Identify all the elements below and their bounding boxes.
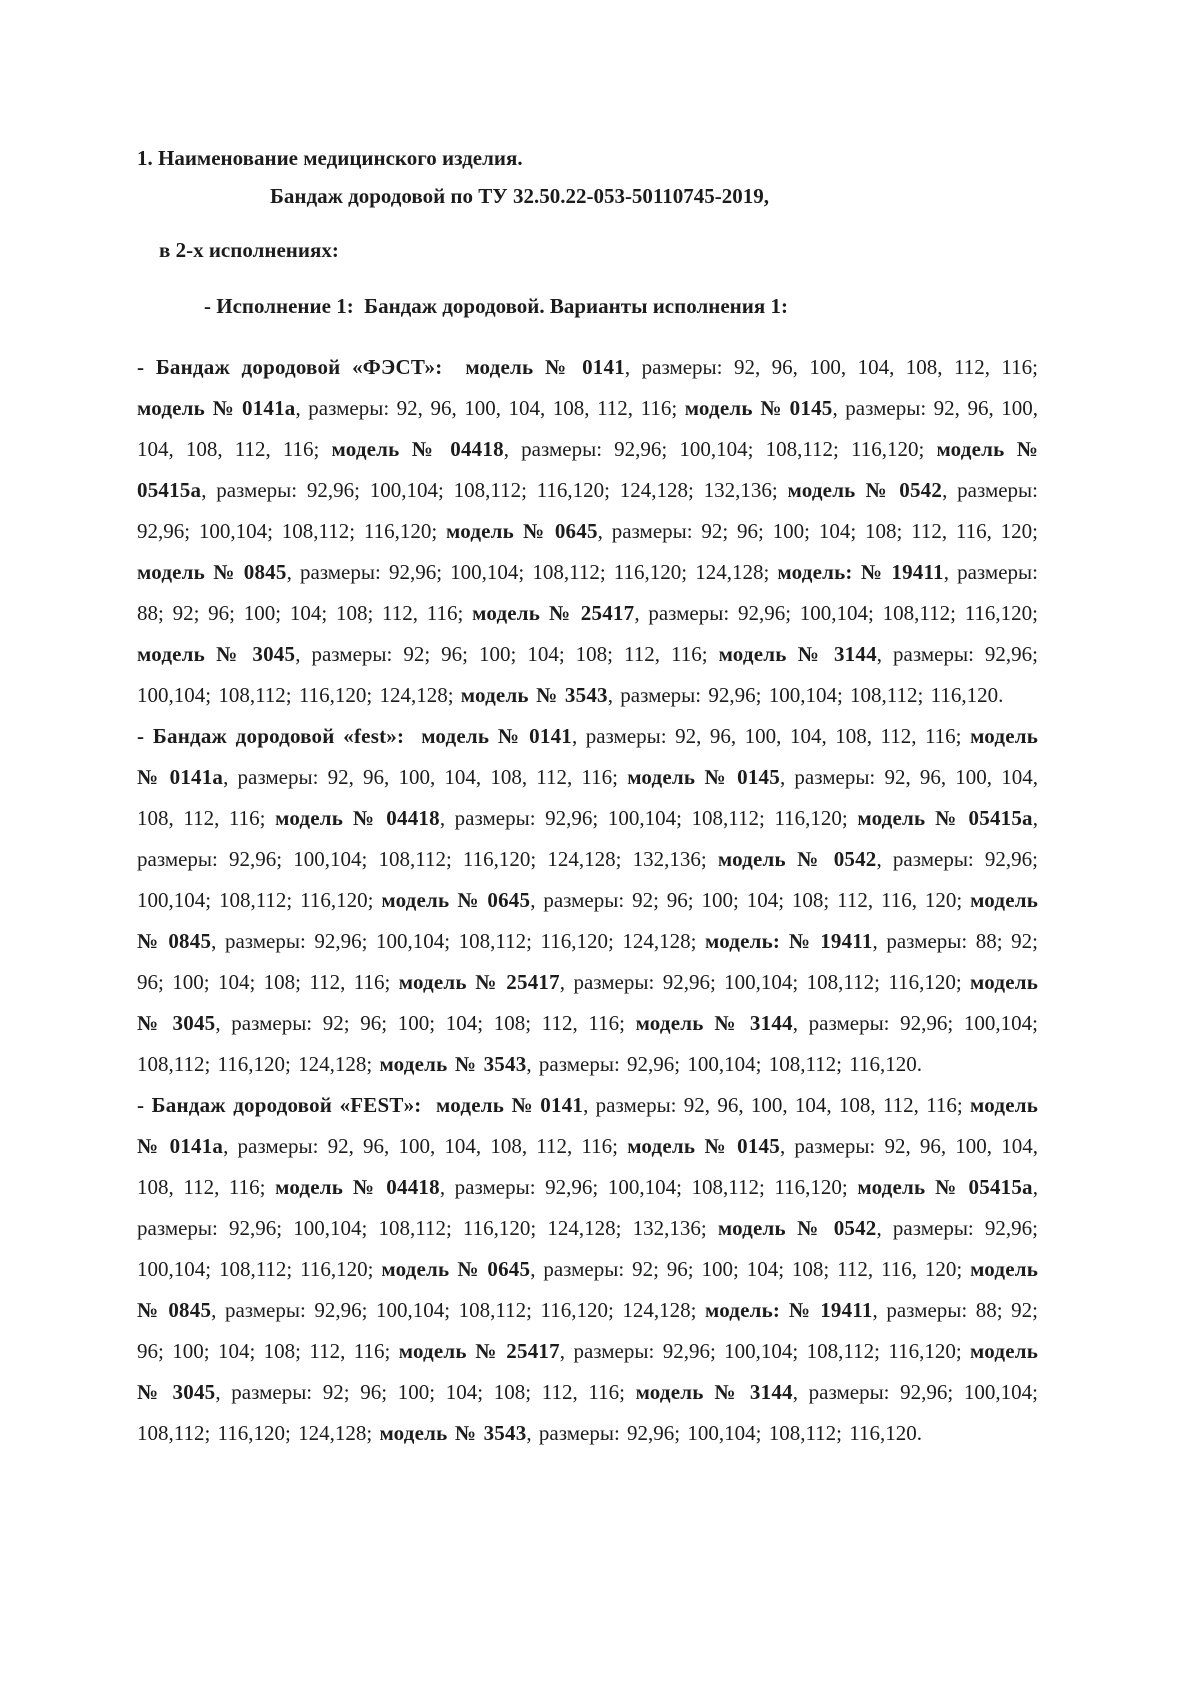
model-name: модель № 0141 [465, 355, 625, 379]
model-name: модель № 3144 [718, 642, 877, 666]
model-name: модель № 0845 [137, 888, 1039, 953]
model-name: модель № 3144 [635, 1011, 793, 1035]
brand-intro: - Бандаж дородовой «fest»: [137, 724, 405, 748]
model-name: модель № 0141а [137, 1093, 1038, 1158]
model-name: модель № 0845 [137, 560, 287, 584]
model-name: модель № 04418 [275, 806, 440, 830]
model-name: модель № 0845 [137, 1257, 1039, 1322]
brand-intro: - Бандаж дородовой «ФЭСТ»: [137, 355, 443, 379]
model-sizes: , размеры: 92,96; 100,104; 108,112; 116,120. [526, 1052, 922, 1076]
model-name: модель № 25417 [398, 1339, 560, 1363]
model-name: модель № 25417 [398, 970, 560, 994]
model-name: модель: № 19411 [704, 1298, 873, 1322]
model-sizes: , размеры: 92,96; 100,104; 108,112; 116,120; [503, 437, 925, 461]
versions-note: в 2-х исполнениях: [159, 238, 339, 262]
model-name: модель № 3543 [379, 1421, 527, 1445]
model-name: модель № 0145 [684, 396, 833, 420]
model-name: модель № 3045 [137, 642, 296, 666]
model-sizes: , размеры: 92,96; 100,104; 108,112; 116,120. [607, 683, 1004, 707]
model-name: модель: № 19411 [704, 929, 873, 953]
model-sizes: , размеры: 92,96; 100,104; 108,112; 116,120; 124,128; [286, 560, 770, 584]
model-name: модель № 0145 [627, 765, 780, 789]
model-name: модель № 3045 [137, 1339, 1038, 1404]
model-sizes: , размеры: 92; 96; 100; 104; 108; 112, 116; [215, 1380, 625, 1404]
model-name: модель № 05415а [857, 806, 1033, 830]
section-title: 1. Наименование медицинского изделия. [137, 146, 523, 170]
model-name: модель № 3543 [460, 683, 608, 707]
model-name: модель № 0645 [446, 519, 598, 543]
product-paragraph [137, 347, 1038, 716]
model-name: модель № 3045 [137, 970, 1038, 1035]
model-sizes: , размеры: 92,96; 100,104; 108,112; 116,120; 124,128; [137, 1011, 1038, 1076]
model-sizes: , размеры: 92,96; 100,104; 108,112; 116,120; 124,128; 132,136; [137, 806, 1039, 871]
model-name: модель № 05415а [137, 437, 1039, 502]
model-paragraphs-container [137, 347, 1038, 1454]
model-sizes: , размеры: 92; 96; 100; 104; 108; 112, 116, 120; [597, 519, 1038, 543]
model-name: модель № 25417 [472, 601, 635, 625]
model-name: модель № 04418 [275, 1175, 440, 1199]
model-sizes: , размеры: 92, 96, 100, 104, 108, 112, 116; [223, 1134, 618, 1158]
model-sizes: , размеры: 92; 96; 100; 104; 108; 112, 116, 120; [530, 1257, 963, 1281]
brand-intro: - Бандаж дородовой «FEST»: [137, 1093, 422, 1117]
model-sizes: , размеры: 92,96; 100,104; 108,112; 116,120; [137, 847, 1038, 912]
model-name: модель № 0645 [381, 888, 531, 912]
model-sizes: , размеры: 92, 96, 100, 104, 108, 112, 116; [137, 396, 1038, 461]
model-sizes: , размеры: 92; 96; 100; 104; 108; 112, 116, 120; [530, 888, 963, 912]
model-sizes: , размеры: 92,96; 100,104; 108,112; 116,120; [137, 478, 1038, 543]
model-name: модель № 0141 [436, 1093, 584, 1117]
model-sizes: , размеры: 92, 96, 100, 104, 108, 112, 116; [137, 765, 1038, 830]
model-sizes: , размеры: 92, 96, 100, 104, 108, 112, 116; [223, 765, 618, 789]
model-sizes: , размеры: 92,96; 100,104; 108,112; 116,120; [439, 806, 848, 830]
model-name: модель: № 19411 [777, 560, 944, 584]
model-sizes: , размеры: 88; 92; 96; 100; 104; 108; 112, 116; [137, 929, 1038, 994]
model-sizes: , размеры: 92,96; 100,104; 108,112; 116,120; [559, 970, 962, 994]
model-sizes: , размеры: 92,96; 100,104; 108,112; 116,120; 124,128; 132,136; [201, 478, 778, 502]
model-name: модель № 3144 [635, 1380, 793, 1404]
model-name: модель № 0141а [137, 724, 1039, 789]
model-sizes: , размеры: 92,96; 100,104; 108,112; 116,120. [526, 1421, 922, 1445]
model-sizes: , размеры: 88; 92; 96; 100; 104; 108; 112, 116; [137, 1298, 1038, 1363]
model-sizes: , размеры: 92,96; 100,104; 108,112; 116,120; [137, 1216, 1038, 1281]
model-sizes: , размеры: 92,96; 100,104; 108,112; 116,120; [439, 1175, 848, 1199]
model-sizes: , размеры: 92, 96, 100, 104, 108, 112, 116; [571, 724, 962, 748]
model-sizes: , размеры: 92, 96, 100, 104, 108, 112, 116; [137, 1134, 1038, 1199]
model-sizes: , размеры: 92, 96, 100, 104, 108, 112, 116; [295, 396, 678, 420]
model-name: модель № 3543 [379, 1052, 527, 1076]
model-sizes: , размеры: 92,96; 100,104; 108,112; 116,120; 124,128; [137, 642, 1038, 707]
model-sizes: , размеры: 92,96; 100,104; 108,112; 116,120; [559, 1339, 962, 1363]
model-sizes: , размеры: 88; 92; 96; 100; 104; 108; 112, 116; [137, 560, 1038, 625]
model-name: модель № 05415а [857, 1175, 1033, 1199]
product-paragraph [137, 716, 1038, 1085]
model-sizes: , размеры: 92,96; 100,104; 108,112; 116,120; [634, 601, 1039, 625]
model-sizes: , размеры: 92; 96; 100; 104; 108; 112, 116; [295, 642, 708, 666]
product-title: Бандаж дородовой по ТУ 32.50.22-053-50110745-2019, [270, 184, 770, 208]
model-name: модель № 0542 [717, 847, 877, 871]
document-content [137, 146, 1038, 1454]
model-name: модель № 0542 [787, 478, 943, 502]
model-name: модель № 0141 [421, 724, 572, 748]
model-name: модель № 0645 [381, 1257, 531, 1281]
model-sizes: , размеры: 92,96; 100,104; 108,112; 116,120; 124,128; [211, 929, 697, 953]
model-sizes: , размеры: 92; 96; 100; 104; 108; 112, 116; [215, 1011, 625, 1035]
product-paragraph [137, 1085, 1038, 1454]
model-name: модель № 0542 [717, 1216, 877, 1240]
execution-heading: - Исполнение 1: Бандаж дородовой. Варианты исполнения 1: [204, 294, 788, 318]
model-sizes: , размеры: 92,96; 100,104; 108,112; 116,120; 124,128; [137, 1380, 1038, 1445]
model-name: модель № 04418 [331, 437, 504, 461]
model-name: модель № 0141а [137, 396, 296, 420]
model-name: модель № 0145 [627, 1134, 780, 1158]
model-sizes: , размеры: 92, 96, 100, 104, 108, 112, 116; [583, 1093, 963, 1117]
model-sizes: , размеры: 92,96; 100,104; 108,112; 116,120; 124,128; [211, 1298, 697, 1322]
model-sizes: , размеры: 92, 96, 100, 104, 108, 112, 116; [624, 355, 1038, 379]
model-sizes: , размеры: 92,96; 100,104; 108,112; 116,120; 124,128; 132,136; [137, 1175, 1039, 1240]
